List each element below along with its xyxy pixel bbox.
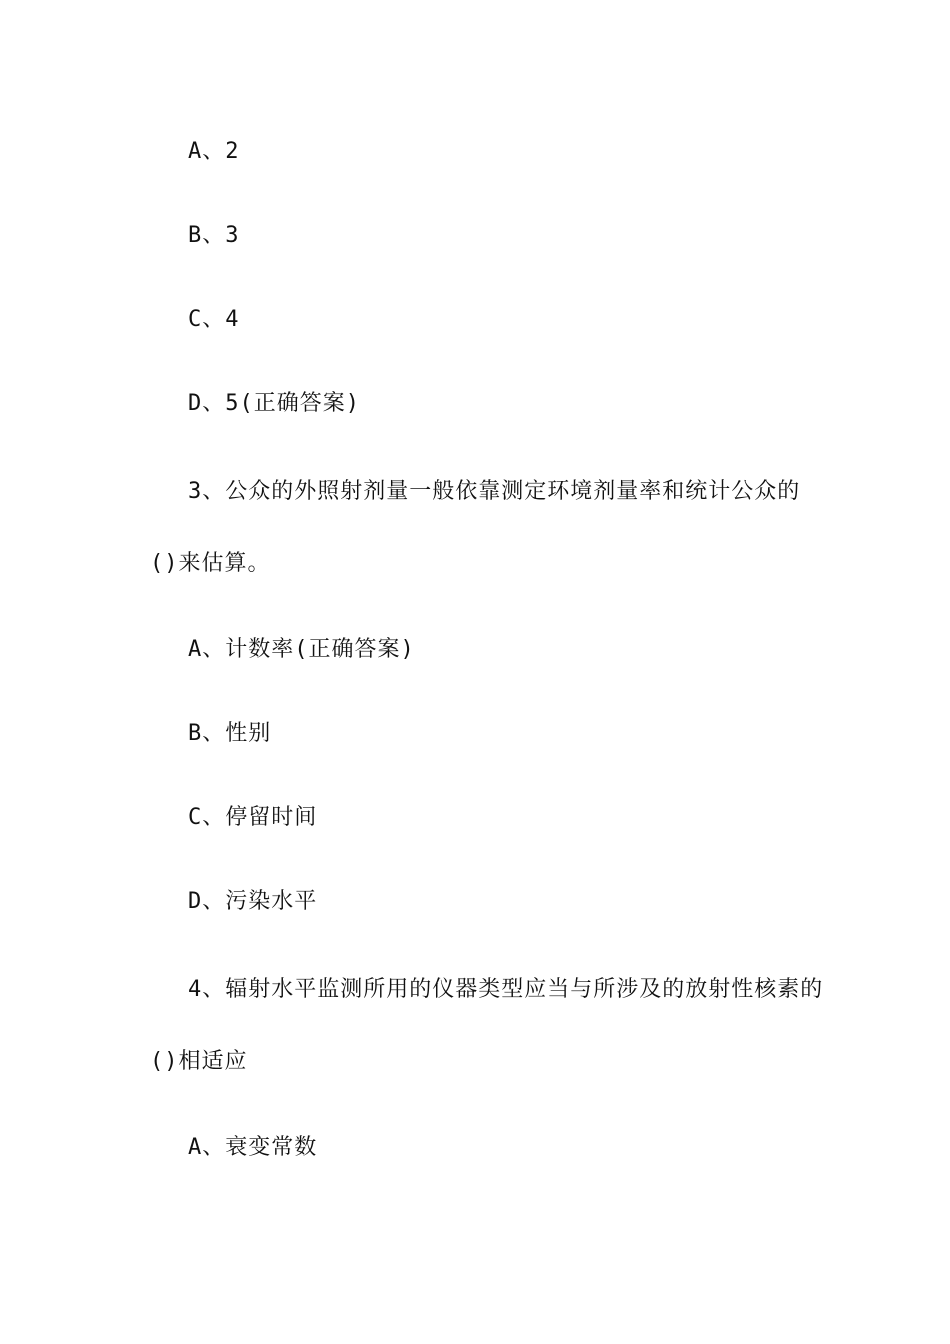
- q3-question-line1: 3、公众的外照射剂量一般依靠测定环境剂量率和统计公众的: [188, 479, 801, 504]
- q4-question-line2: ()相适应: [150, 1049, 248, 1074]
- q3-option-a: A、计数率(正确答案): [188, 637, 415, 662]
- q2-option-d: D、5(正确答案): [188, 391, 360, 416]
- q3-question-line2: ()来估算。: [150, 551, 271, 576]
- q2-option-b: B、3: [188, 223, 240, 248]
- q3-option-c: C、停留时间: [188, 805, 318, 830]
- q3-option-b: B、性别: [188, 721, 272, 746]
- q4-option-a: A、衰变常数: [188, 1135, 318, 1160]
- q3-option-d: D、污染水平: [188, 889, 318, 914]
- q4-question-line1: 4、辐射水平监测所用的仪器类型应当与所涉及的放射性核素的: [188, 977, 824, 1002]
- q2-option-c: C、4: [188, 307, 240, 332]
- q2-option-a: A、2: [188, 139, 240, 164]
